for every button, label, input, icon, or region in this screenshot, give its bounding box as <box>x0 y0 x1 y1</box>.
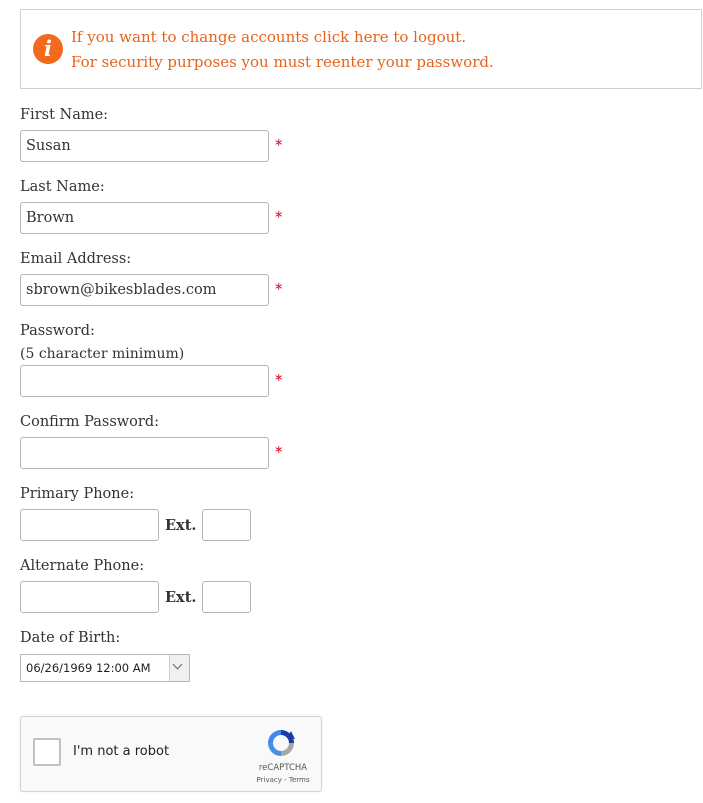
recaptcha-brand: reCAPTCHA <box>258 763 308 773</box>
primary-ext-input[interactable] <box>202 509 251 541</box>
confirm-password-label: Confirm Password: <box>20 414 159 430</box>
dob-picker[interactable] <box>20 654 190 682</box>
alternate-phone-input[interactable] <box>20 581 159 613</box>
dob-label: Date of Birth: <box>20 630 121 646</box>
password-hint: (5 character minimum) <box>20 346 185 362</box>
primary-phone-input[interactable] <box>20 509 159 541</box>
primary-ext-label: Ext. <box>165 517 197 534</box>
alternate-phone-label: Alternate Phone: <box>20 558 145 574</box>
recaptcha-label: I'm not a robot <box>73 744 170 759</box>
required-marker: * <box>275 136 283 154</box>
info-notice <box>20 9 702 89</box>
dob-value[interactable]: 06/26/1969 12:00 AM <box>26 661 151 675</box>
confirm-password-input[interactable] <box>20 437 269 469</box>
security-message: For security purposes you must reenter your password. <box>71 53 494 71</box>
recaptcha-logo-icon <box>265 727 297 759</box>
password-input[interactable] <box>20 365 269 397</box>
required-marker: * <box>275 443 283 461</box>
logout-link[interactable]: If you want to change accounts click here to logout. <box>71 28 467 46</box>
recaptcha-checkbox[interactable] <box>33 738 61 766</box>
recaptcha-widget <box>20 716 322 792</box>
first-name-label: First Name: <box>20 107 109 123</box>
dob-dropdown-button[interactable] <box>169 655 189 681</box>
email-label: Email Address: <box>20 251 132 267</box>
info-icon: i <box>33 34 63 64</box>
alternate-ext-label: Ext. <box>165 589 197 606</box>
first-name-input[interactable] <box>20 130 269 162</box>
required-marker: * <box>275 208 283 226</box>
chevron-down-icon <box>173 660 183 670</box>
primary-phone-label: Primary Phone: <box>20 486 135 502</box>
required-marker: * <box>275 280 283 298</box>
email-input[interactable] <box>20 274 269 306</box>
alternate-ext-input[interactable] <box>202 581 251 613</box>
last-name-input[interactable] <box>20 202 269 234</box>
required-marker: * <box>275 371 283 389</box>
last-name-label: Last Name: <box>20 179 105 195</box>
password-label: Password: <box>20 323 95 339</box>
recaptcha-privacy-terms-link[interactable]: Privacy - Terms <box>256 776 310 784</box>
